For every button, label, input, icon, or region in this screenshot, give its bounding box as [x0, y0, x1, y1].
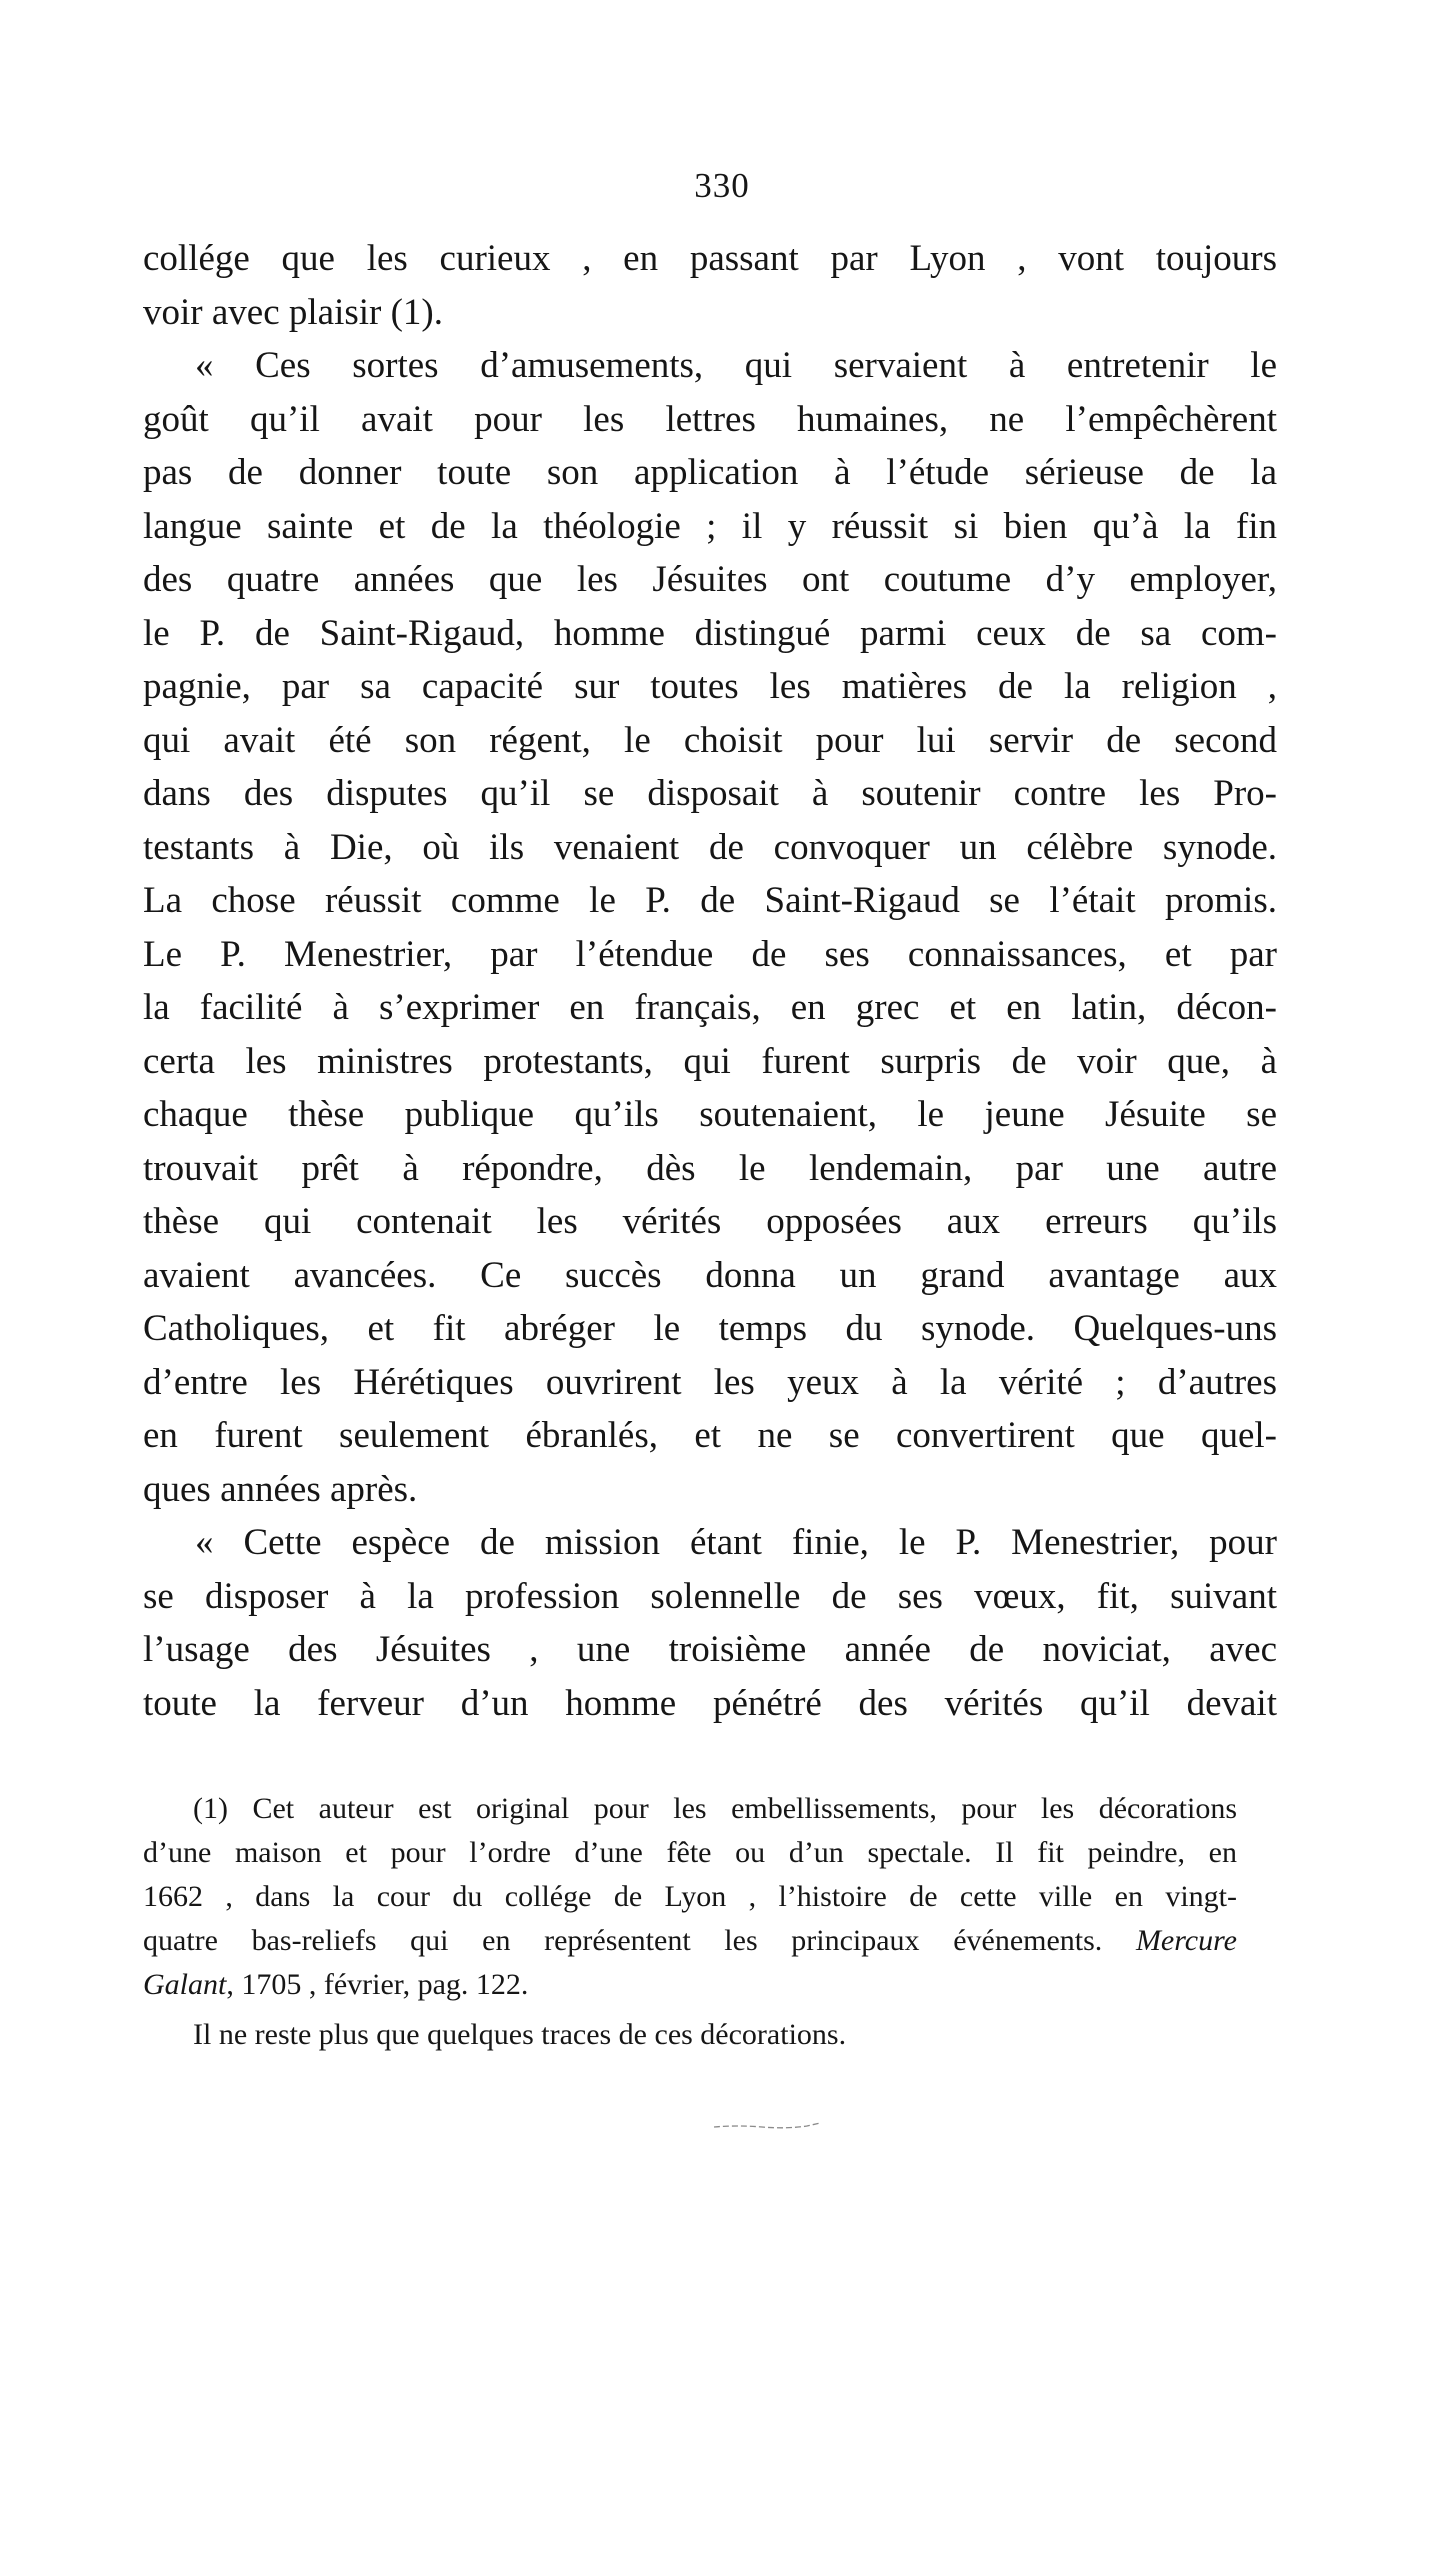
footnote-line: 1662 , dans la cour du collége de Lyon , l’histoire de cette ville en vingt- [143, 1880, 1237, 1913]
text-line: trouvait prêt à répondre, dès le lendemain, par une autre [143, 1147, 1277, 1189]
text-line: « Ces sortes d’amusements, qui servaient à entretenir le [195, 345, 1277, 386]
page-number: 330 [694, 166, 750, 205]
text-line: Catholiques, et fit abréger le temps du synode. Quelques-uns [143, 1308, 1277, 1349]
footnote-second: Il ne reste plus que quelques traces de ces décorations. [193, 2018, 847, 2051]
text-line: l’usage des Jésuites , une troisième année de noviciat, avec [143, 1629, 1277, 1670]
footnote-source-title: Mercure [1135, 1924, 1237, 1957]
footnote-line [143, 1963, 1237, 2007]
text-line: en furent seulement ébranlés, et ne se convertirent que quel- [143, 1415, 1277, 1456]
footnote-line: d’une maison et pour l’ordre d’une fête ou d’un spectale. Il fit peindre, en [143, 1836, 1237, 1869]
text-line: certa les ministres protestants, qui furent surpris de voir que, à [143, 1040, 1277, 1082]
text-line: voir avec plaisir (1). [143, 291, 443, 333]
text-line: testants à Die, où ils venaient de convoquer un célèbre synode. [143, 826, 1277, 868]
text-line: Le P. Menestrier, par l’étendue de ses connaissances, et par [143, 933, 1277, 975]
text-line: se disposer à la profession solennelle de ses vœux, fit, suivant [143, 1575, 1277, 1617]
text-line: toute la ferveur d’un homme pénétré des vérités qu’il devait [143, 1682, 1277, 1724]
footnote-line-text: quatre bas-reliefs qui en représentent les principaux événements. [143, 1924, 1103, 1957]
text-line: ques années après. [143, 1468, 418, 1510]
body-text [143, 232, 1277, 1730]
text-line: le P. de Saint-Rigaud, homme distingué parmi ceux de sa com- [143, 612, 1277, 654]
footnote-line: (1) Cet auteur est original pour les embellissements, pour les décorations [193, 1792, 1237, 1825]
text-line: la facilité à s’exprimer en français, en grec et en latin, décon- [143, 987, 1277, 1028]
text-line: La chose réussit comme le P. de Saint-Rigaud se l’était promis. [143, 880, 1277, 921]
text-line: « Cette espèce de mission étant finie, le P. Menestrier, pour [195, 1522, 1277, 1563]
text-line: langue sainte et de la théologie ; il y réussit si bien qu’à la fin [143, 505, 1277, 547]
text-line: des quatre années que les Jésuites ont coutume d’y employer, [143, 559, 1277, 600]
text-line: qui avait été son régent, le choisit pour lui servir de second [143, 719, 1277, 761]
text-line: dans des disputes qu’il se disposait à soutenir contre les Pro- [143, 773, 1277, 814]
text-line: avaient avancées. Ce succès donna un grand avantage aux [143, 1254, 1277, 1296]
text-line: chaque thèse publique qu’ils soutenaient, le jeune Jésuite se [143, 1094, 1277, 1135]
text-line: collége que les curieux , en passant par Lyon , vont toujours [143, 238, 1277, 279]
text-line: pagnie, par sa capacité sur toutes les matières de la religion , [143, 666, 1277, 707]
footnote-source-title: Galant [143, 1968, 227, 2001]
text-line: pas de donner toute son application à l’étude sérieuse de la [143, 452, 1277, 493]
text-line: goût qu’il avait pour les lettres humaines, ne l’empêchèrent [143, 398, 1277, 440]
text-line: d’entre les Hérétiques ouvrirent les yeux à la vérité ; d’autres [143, 1361, 1277, 1403]
text-line: thèse qui contenait les vérités opposées aux erreurs qu’ils [143, 1201, 1277, 1242]
footnote-line [143, 1919, 1237, 1963]
footnote-source-details: , 1705 , février, pag. 122. [226, 1968, 529, 2001]
ornament-rule [712, 2122, 822, 2130]
footnotes [143, 1787, 1237, 2057]
